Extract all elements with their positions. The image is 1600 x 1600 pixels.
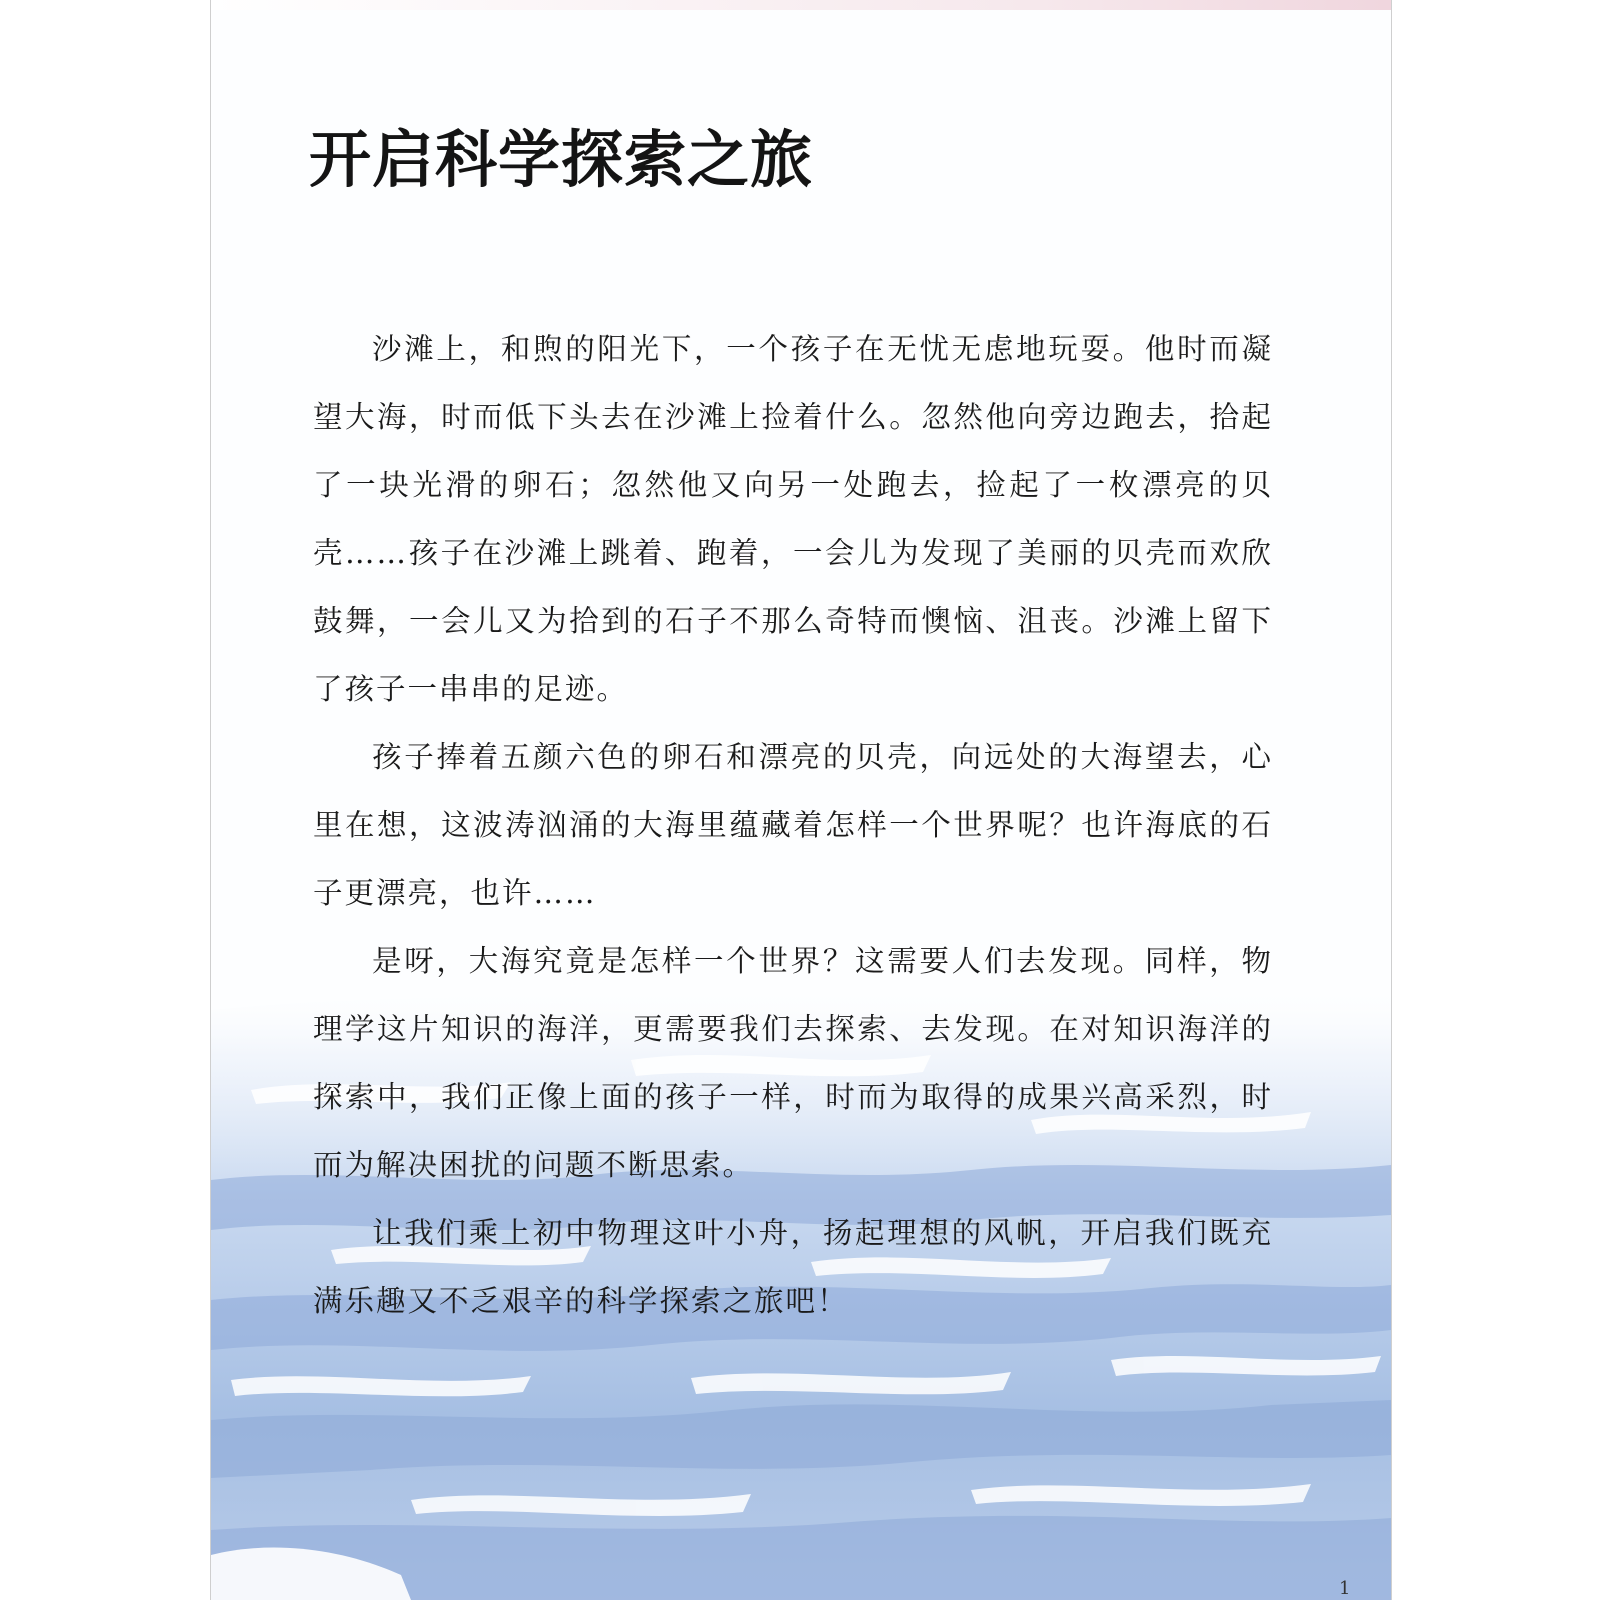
page-title: 开启科学探索之旅 [309,123,814,196]
paragraph: 沙滩上，和煦的阳光下，一个孩子在无忧无虑地玩耍。他时而凝望大海，时而低下头去在沙滩上捡着什么。忽然他向旁边跑去，拾起了一块光滑的卵石；忽然他又向另一处跑去，捡起了一枚漂亮的贝壳……孩子在沙滩上跳着、跑着，一会儿为发现了美丽的贝壳而欢欣鼓舞，一会儿又为拾到的石子不那么奇特而懊恼、沮丧。沙滩上留下了孩子一串串的足迹。 [313,332,1273,706]
paragraph: 孩子捧着五颜六色的卵石和漂亮的贝壳，向远处的大海望去，心里在想，这波涛汹涌的大海里蕴藏着怎样一个世界呢？也许海底的石子更漂亮，也许…… [313,740,1273,910]
page-number: 1 [1339,1578,1351,1599]
paragraph: 是呀，大海究竟是怎样一个世界？这需要人们去发现。同样，物理学这片知识的海洋，更需要我们去探索、去发现。在对知识海洋的探索中，我们正像上面的孩子一样，时而为取得的成果兴高采烈，时而为解决困扰的问题不断思索。 [313,944,1273,1182]
paragraph: 让我们乘上初中物理这叶小舟，扬起理想的风帆，开启我们既充满乐趣又不乏艰辛的科学探索之旅吧！ [313,1216,1273,1318]
document-page [210,0,1392,1600]
page-footer [1331,1578,1350,1599]
body-text [313,315,1273,1335]
